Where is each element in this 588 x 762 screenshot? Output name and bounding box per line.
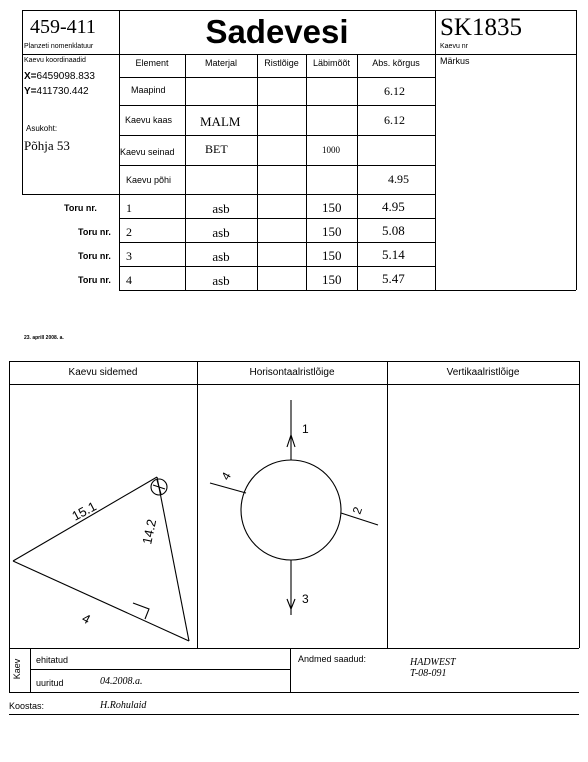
header-abs-height: Abs. kõrgus xyxy=(372,58,420,68)
row-element: Kaevu seinad xyxy=(120,147,175,157)
row-material: BET xyxy=(205,142,228,156)
pipe-label: Toru nr. xyxy=(78,251,111,261)
pipe-number: 4 xyxy=(126,273,132,287)
pipe-diameter: 150 xyxy=(322,248,342,263)
data-source-company: HADWEST xyxy=(410,657,456,668)
row-element: Kaevu põhi xyxy=(126,175,172,185)
pipe-label-sketch: 4 xyxy=(218,469,234,483)
date-stamp: 23. aprill 2008. a. xyxy=(24,335,64,341)
measured-value: 04.2008.a. xyxy=(100,676,143,687)
row-element: Kaevu kaas xyxy=(125,115,173,125)
coord-x-label: X= xyxy=(24,71,37,82)
location-label: Asukoht: xyxy=(26,124,58,133)
pipe-height: 5.47 xyxy=(382,271,405,286)
header-cross-section: Ristlõige xyxy=(264,58,299,68)
data-source-code: T-08-091 xyxy=(410,668,447,679)
pipe-diameter: 150 xyxy=(322,272,342,287)
sketch-label: 15.1 xyxy=(69,498,99,524)
header-remarks: Märkus xyxy=(440,56,470,66)
location-value: Põhja 53 xyxy=(24,138,70,153)
pipe-number: 1 xyxy=(126,201,132,215)
row-height: 4.95 xyxy=(388,172,409,186)
coords-label: Kaevu koordinaadid xyxy=(24,57,86,64)
pipe-label: Toru nr. xyxy=(78,275,111,285)
coord-y-value: 411730.442 xyxy=(36,86,89,97)
sketch-label: 14.2 xyxy=(139,517,160,546)
pipe-label-sketch: 3 xyxy=(302,592,309,606)
pipe-label-sketch: 2 xyxy=(349,504,366,517)
data-source-label: Andmed saadud: xyxy=(298,654,367,664)
kaev-label: Kaev xyxy=(12,658,22,680)
pipe-number: 2 xyxy=(126,225,132,239)
well-id: SK1835 xyxy=(440,14,522,41)
pipe-diameter: 150 xyxy=(322,200,342,215)
coord-x xyxy=(24,71,95,82)
sketch-label: 4 xyxy=(79,610,94,628)
coord-x-value: 6459098.833 xyxy=(36,71,95,82)
horizontal-section-sketch xyxy=(198,385,387,648)
sheet-number: 459-411 xyxy=(30,16,96,38)
sheet-label: Planzeti nomenklatuur xyxy=(24,43,94,50)
row-element: Maapind xyxy=(131,85,166,95)
compiled-label: Koostas: xyxy=(9,701,45,711)
pipe-material: asb xyxy=(212,249,230,264)
drawing-header-ties: Kaevu sidemed xyxy=(68,367,138,378)
pipe-label: Toru nr. xyxy=(64,203,97,213)
coord-y xyxy=(24,86,89,97)
drawing-header-horizontal: Horisontaalristlõige xyxy=(249,367,335,378)
row-height: 6.12 xyxy=(384,113,405,127)
pipe-label: Toru nr. xyxy=(78,227,111,237)
pipe-diameter: 150 xyxy=(322,224,342,239)
well-label: Kaevu nr xyxy=(440,43,469,50)
compiled-value: H.Rohulaid xyxy=(100,700,147,711)
pipe-label-sketch: 1 xyxy=(302,422,309,436)
row-diameter: 1000 xyxy=(322,145,340,155)
header-diameter: Läbimõõt xyxy=(312,58,351,68)
pipe-number: 3 xyxy=(126,249,132,263)
pipe-material: asb xyxy=(212,225,230,240)
pipe-material: asb xyxy=(212,273,230,288)
pipe-height: 4.95 xyxy=(382,199,405,214)
row-material: MALM xyxy=(200,114,241,129)
pipe-height: 5.08 xyxy=(382,223,405,238)
pipe-height: 5.14 xyxy=(382,247,405,262)
built-label: ehitatud xyxy=(36,655,69,665)
pipe-material: asb xyxy=(212,201,230,216)
measured-label: uuritud xyxy=(36,678,64,688)
coord-y-label: Y= xyxy=(24,86,37,97)
ties-sketch xyxy=(9,385,197,648)
header-material: Materjal xyxy=(204,58,237,68)
page-title: Sadevesi xyxy=(205,13,349,50)
row-height: 6.12 xyxy=(384,84,405,98)
header-element: Element xyxy=(135,58,169,68)
drawing-header-vertical: Vertikaalristlõige xyxy=(446,367,520,378)
